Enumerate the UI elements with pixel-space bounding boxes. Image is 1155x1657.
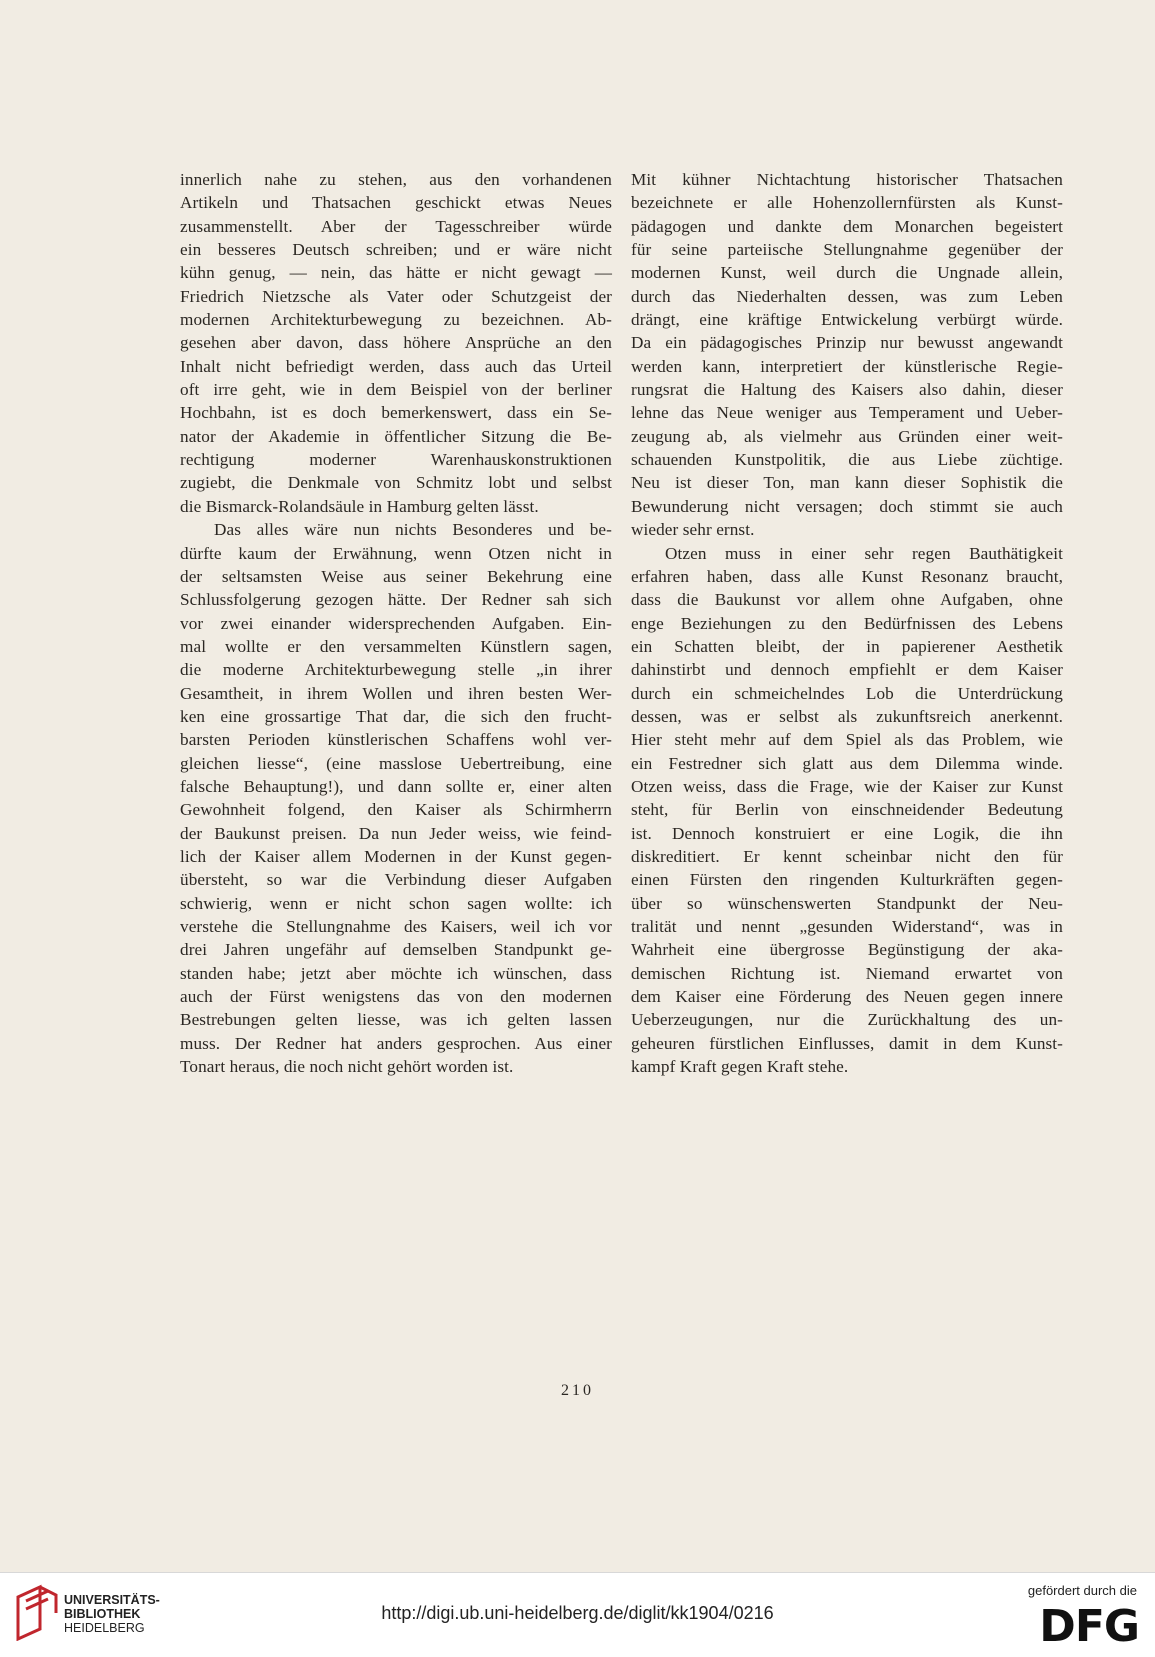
text-line: dürfte kaum der Erwähnung, wenn Otzen nicht in <box>180 543 612 563</box>
text-line: diskreditiert. Er kennt scheinbar nicht den für <box>631 846 1063 866</box>
text-line: auch der Fürst wenigstens das von den modernen <box>180 987 612 1007</box>
text-line: durch das Niederhalten dessen, was zum Leben <box>631 286 1063 306</box>
text-line: der Baukunst preisen. Da nun Jeder weiss, wie feind- <box>180 823 612 843</box>
text-line: dahinstirbt und dennoch empfiehlt er dem Kaiser <box>631 660 1063 680</box>
text-line: zeugung ab, als vielmehr aus Gründen einer weit- <box>631 426 1063 446</box>
text-line: oft irre geht, wie in dem Beispiel von der berliner <box>180 380 612 400</box>
text-line: Mit kühner Nichtachtung historischer Thatsachen <box>631 170 1063 189</box>
funding-caption: gefördert durch die <box>1027 1583 1137 1598</box>
text-line: Otzen weiss, dass die Frage, wie der Kaiser zur Kunst <box>631 776 1063 796</box>
library-name-line: HEIDELBERG <box>64 1621 145 1635</box>
text-line: gleichen liesse“, (eine masslose Uebertreibung, eine <box>180 753 612 773</box>
text-line: Schlussfolgerung gezogen hätte. Der Redner sah sich <box>180 590 612 610</box>
text-line: rechtigung moderner Warenhauskonstruktionen <box>180 450 612 470</box>
text-line: erfahren haben, dass alle Kunst Resonanz braucht, <box>631 566 1063 586</box>
text-line: Ueberzeugungen, nur die Zurückhaltung des un- <box>631 1010 1063 1030</box>
text-line: kühn genug, — nein, das hätte er nicht gewagt — <box>180 263 612 283</box>
text-line: bezeichnete er alle Hohenzollernfürsten als Kunst- <box>631 193 1063 213</box>
text-line: durch ein schmeichelndes Lob die Unterdrückung <box>631 683 1063 703</box>
text-line: wieder sehr ernst. <box>631 520 755 540</box>
text-line: Gesamtheit, in ihrem Wollen und ihren besten Wer- <box>180 683 612 703</box>
text-line: ein besseres Deutsch schreiben; und er wäre nicht <box>180 240 612 260</box>
text-line: geheuren fürstlichen Einflusses, damit in dem Kunst- <box>631 1033 1063 1053</box>
text-line: demischen Richtung ist. Niemand erwartet von <box>631 963 1063 983</box>
text-line: modernen Architekturbewegung zu bezeichnen. Ab- <box>180 310 612 330</box>
library-name-line: BIBLIOTHEK <box>64 1607 141 1621</box>
text-line: dessen, was er selbst als zukunftsreich anerkennt. <box>631 706 1063 726</box>
text-line: standen habe; jetzt aber möchte ich wünschen, dass <box>180 963 612 983</box>
text-line: zugiebt, die Denkmale von Schmitz lobt und selbst <box>180 473 612 493</box>
text-line: über so wünschenswerten Standpunkt der Neu- <box>631 893 1063 913</box>
digitization-footer <box>0 1572 1155 1657</box>
text-line: Tonart heraus, die noch nicht gehört worden ist. <box>180 1057 514 1077</box>
text-line: ein Schatten bleibt, der in papierener Aesthetik <box>631 636 1063 656</box>
permalink-url[interactable]: http://digi.ub.uni-heidelberg.de/diglit/kk1904/0216 <box>381 1603 774 1623</box>
text-line: Gewohnheit folgend, den Kaiser als Schirmherrn <box>180 800 612 820</box>
text-line: Bestrebungen gelten liesse, was ich gelten lassen <box>180 1010 612 1030</box>
dfg-logo: DFG <box>1039 1601 1139 1652</box>
text-line: Friedrich Nietzsche als Vater oder Schutzgeist der <box>180 286 612 306</box>
text-line: gesehen aber davon, dass höhere Ansprüche an den <box>180 333 612 353</box>
text-line: rungsrat die Haltung des Kaisers also dahin, dieser <box>631 380 1063 400</box>
text-line: mal wollte er den versammelten Künstlern sagen, <box>180 636 612 656</box>
text-line: Wahrheit eine übergrosse Begünstigung der aka- <box>631 940 1063 960</box>
text-line: Otzen muss in einer sehr regen Bauthätigkeit <box>665 543 1063 563</box>
text-line: drei Jahren ungefähr auf demselben Standpunkt ge- <box>180 940 612 960</box>
text-line: muss. Der Redner hat anders gesprochen. Aus einer <box>180 1033 612 1053</box>
text-line: lehne das Neue weniger aus Temperament und Ueber- <box>631 403 1063 423</box>
right-text-column <box>631 168 1063 1078</box>
text-line: barsten Perioden künstlerischen Schaffens wohl ver- <box>180 730 612 750</box>
text-line: kampf Kraft gegen Kraft stehe. <box>631 1057 849 1077</box>
text-line: Bewunderung nicht versagen; doch stimmt sie auch <box>631 496 1063 516</box>
text-line: einen Fürsten den ringenden Kulturkräften gegen- <box>631 870 1063 890</box>
library-name-line: UNIVERSITÄTS- <box>64 1593 160 1607</box>
text-line: dem Kaiser eine Förderung des Neuen gegen innere <box>631 987 1063 1007</box>
text-line: schwierig, wenn er nicht schon sagen wollte: ich <box>180 893 612 913</box>
text-line: enge Beziehungen zu den Bedürfnissen des Lebens <box>631 613 1063 633</box>
page-number: 210 <box>561 1382 594 1399</box>
text-line: schauenden Kunstpolitik, die aus Liebe züchtige. <box>631 450 1063 470</box>
text-line: der seltsamsten Weise aus seiner Bekehrung eine <box>180 566 612 586</box>
text-line: ist. Dennoch konstruiert er eine Logik, die ihn <box>631 823 1063 843</box>
text-line: Hier steht mehr auf dem Spiel als das Problem, wie <box>631 730 1063 750</box>
text-line: werden kann, interpretiert der künstlerische Regie- <box>631 356 1063 376</box>
text-line: drängt, eine kräftige Entwickelung verbürgt würde. <box>631 310 1063 330</box>
text-line: nator der Akademie in öffentlicher Sitzung die Be- <box>180 426 612 446</box>
text-line: Inhalt nicht befriedigt werden, dass auch das Urteil <box>180 356 612 376</box>
text-line: vor zwei einander widersprechenden Aufgaben. Ein- <box>180 613 612 633</box>
text-line: pädagogen und dankte dem Monarchen begeistert <box>631 216 1063 236</box>
text-line: Das alles wäre nun nichts Besonderes und be- <box>214 520 612 540</box>
text-line: die Bismarck-Rolandsäule in Hamburg gelten lässt. <box>180 496 539 516</box>
text-line: verstehe die Stellungnahme des Kaisers, weil ich vor <box>180 917 612 936</box>
text-line: lich der Kaiser allem Modernen in der Kunst gegen- <box>180 846 612 866</box>
text-line: steht, für Berlin von einschneidender Bedeutung <box>631 800 1063 820</box>
text-line: die moderne Architekturbewegung stelle „in ihrer <box>180 660 612 680</box>
text-line: ein Festredner sich glatt aus dem Dilemma winde. <box>631 753 1063 773</box>
text-line: zusammenstellt. Aber der Tagesschreiber würde <box>180 216 612 236</box>
text-line: Artikeln und Thatsachen geschickt etwas Neues <box>180 193 612 213</box>
text-line: innerlich nahe zu stehen, aus den vorhandenen <box>180 170 612 189</box>
text-line: modernen Kunst, weil durch die Ungnade allein, <box>631 263 1063 283</box>
text-line: Neu ist dieser Ton, man kann dieser Sophistik die <box>631 473 1063 493</box>
text-line: Hochbahn, ist es doch bemerkenswert, dass ein Se- <box>180 403 612 423</box>
text-line: dass die Baukunst vor allem ohne Aufgaben, ohne <box>631 590 1063 610</box>
text-line: Da ein pädagogisches Prinzip nur bewusst angewandt <box>631 333 1063 353</box>
text-line: übersteht, so war die Verbindung dieser Aufgaben <box>180 870 612 890</box>
left-text-column <box>180 168 612 1078</box>
text-line: tralität und nennt „gesunden Widerstand“, was in <box>631 917 1063 936</box>
text-line: falsche Behauptung!), und dann sollte er, einer alten <box>180 776 612 796</box>
text-line: ken eine grossartige That dar, die sich den frucht- <box>180 706 612 726</box>
text-line: für seine parteiische Stellungnahme gegenüber der <box>631 240 1063 260</box>
